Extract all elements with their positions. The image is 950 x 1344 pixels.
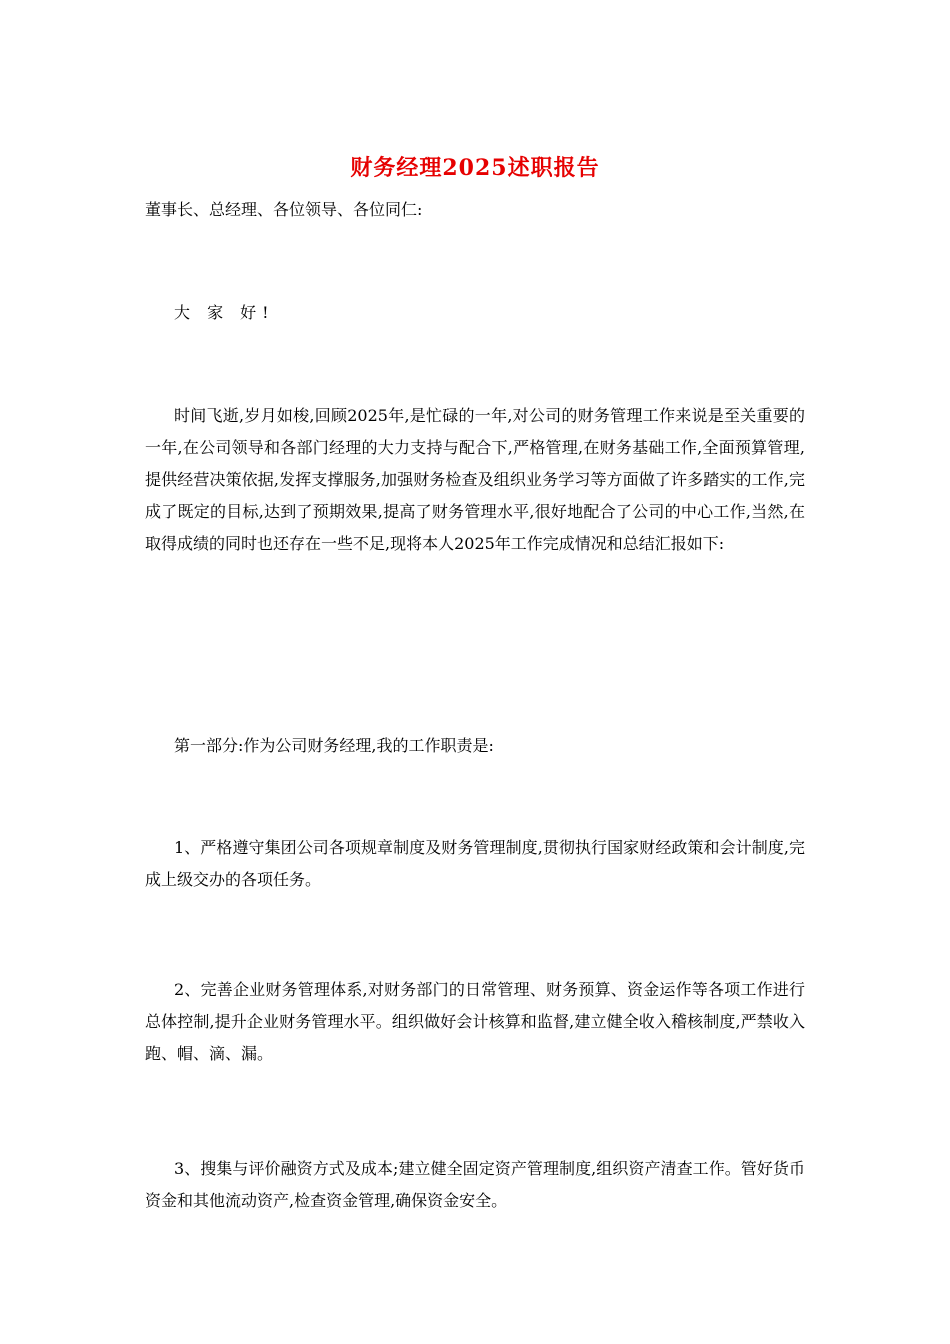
- duty-item-3: 3、搜集与评价融资方式及成本;建立健全固定资产管理制度,组织资产清查工作。管好货币资金和其他流动资产,检查资金管理,确保资金安全。: [145, 1159, 805, 1210]
- duty-item-1: 1、严格遵守集团公司各项规章制度及财务管理制度,贯彻执行国家财经政策和会计制度,完成上级交办的各项任务。: [145, 838, 805, 889]
- greeting-paragraph: 大 家 好!: [174, 303, 275, 322]
- salutation: 董事长、总经理、各位领导、各位同仁:: [145, 200, 423, 219]
- duty-item-2: 2、完善企业财务管理体系,对财务部门的日常管理、财务预算、资金运作等各项工作进行总体控制,提升企业财务管理水平。组织做好会计核算和监督,建立健全收入稽核制度,严禁收入跑、帽、滴、漏。: [145, 980, 805, 1063]
- intro-paragraph: 时间飞逝,岁月如梭,回顾2025年,是忙碌的一年,对公司的财务管理工作来说是至关重要的一年,在公司领导和各部门经理的大力支持与配合下,严格管理,在财务基础工作,全面预算管理,提供经营决策依据,发挥支撑服务,加强财务检查及组织业务学习等方面做了许多踏实的工作,完成了既定的目标,达到了预期效果,提高了财务管理水平,很好地配合了公司的中心工作,当然,在取得成绩的同时也还存在一些不足,现将本人2025年工作完成情况和总结汇报如下:: [145, 406, 805, 553]
- part1-heading: 第一部分:作为公司财务经理,我的工作职责是:: [174, 736, 494, 755]
- document-title: 财务经理2025述职报告: [350, 155, 600, 181]
